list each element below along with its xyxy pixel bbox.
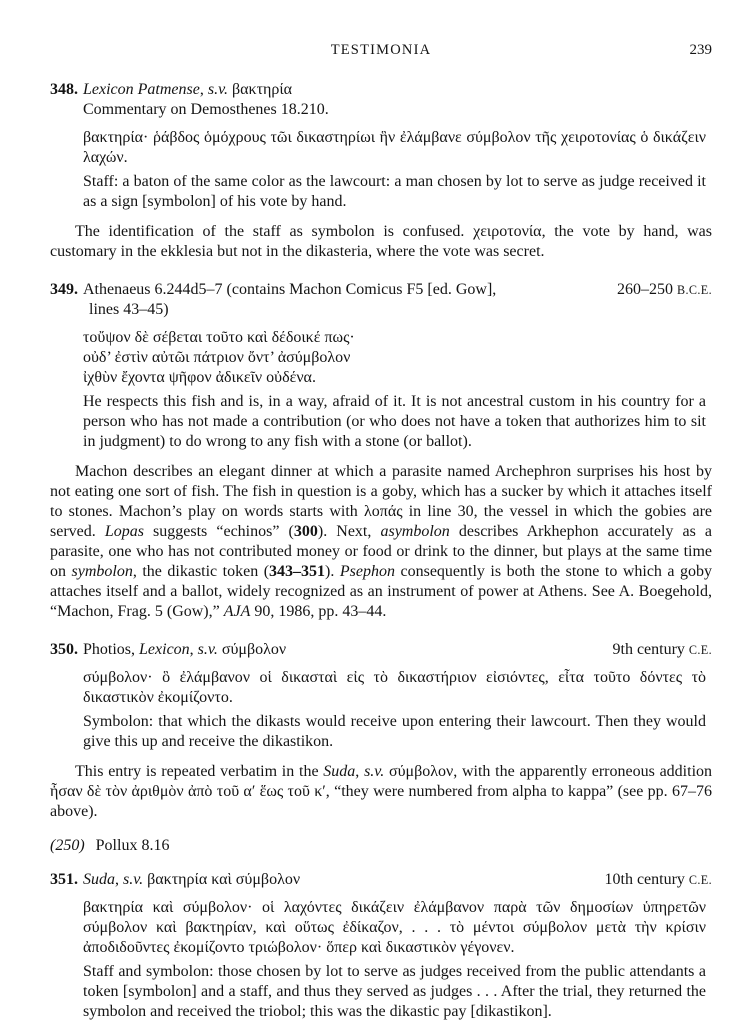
entry-source-title: Lexicon Patmense, s.v. βακτηρία bbox=[83, 81, 293, 98]
greek-verse bbox=[83, 328, 706, 388]
running-head-title: TESTIMONIA bbox=[330, 42, 432, 58]
cross-reference-source: Pollux 8.16 bbox=[95, 837, 170, 854]
translation-text: Staff and symbolon: those chosen by lot to serve as judges received from the public attendants a token [symbolon] and a staff, and thus they served as judges . . . After the trial, they returned the symbolon and received the triobol; this was the dikastic pay [dikastikon]. bbox=[83, 963, 706, 1020]
testimonium-entry-351 bbox=[50, 870, 712, 1022]
entry-date: 260–250 B.C.E. bbox=[617, 281, 712, 298]
greek-text: σύμβολον· ὃ ἐλάμβανον οἱ δικασταὶ εἰς τὸ δικαστήριον εἰσιόντες, εἶτα τοῦτο δόντες τὸ δικαστικὸν ἐκομίζοντο. bbox=[83, 669, 706, 706]
page-header bbox=[50, 40, 712, 60]
greek-verse-line: τοὔψον δὲ σέβεται τοῦτο καὶ δέδοικέ πως· bbox=[83, 329, 355, 346]
page-number: 239 bbox=[689, 42, 712, 58]
entry-number: 350. bbox=[50, 641, 78, 658]
greek-verse-line: ἰχθὺν ἔχοντα ψῆφον ἀδικεῖν οὐδένα. bbox=[83, 369, 316, 386]
greek-text: βακτηρία καὶ σύμβολον· οἱ λαχόντες δικάζειν ἐλάμβανον παρὰ τῶν δημοσίων ὑπηρετῶν σύμβολον καὶ βακτηρίαν, καὶ οὕτως ἐδίκαζον, . . . τὸ μέντοι σύμβολον μετὰ τὴν κρίσιν ἀποδιδοῦντες ἐκομίζοντο τριώβολον· ὅπερ καὶ δικαστικὸν γέγονεν. bbox=[83, 899, 706, 956]
cross-reference bbox=[50, 836, 712, 856]
entry-date: 10th century C.E. bbox=[604, 871, 712, 888]
entry-number: 348. bbox=[50, 81, 78, 98]
commentary-paragraph: The identification of the staff as symbolon is confused. χειροτονία, the vote by hand, was customary in the ekklesia but not in the dikasteria, where the vote was secret. bbox=[50, 223, 712, 260]
translation-text: He respects this fish and is, in a way, afraid of it. It is not ancestral custom in his country for a person who has not made a contribution (or who does not have a token that authorizes him to sit in judgment) to do wrong to any fish with a stone (or ballot). bbox=[83, 393, 706, 450]
entry-head bbox=[50, 870, 712, 890]
commentary-paragraph: Machon describes an elegant dinner at which a parasite named Archephron surprises his host by not eating one sort of fish. The fish in question is a goby, which has a sucker by which it attaches itself to stones. Machon’s play on words starts with λοπάς in line 30, the vessel in which the gobies are served. Lopas suggests “echinos” (300). Next, asymbolon describes Arkhephon accurately as a parasite, one who has not contributed money or food or drink to the dinner, but plays at the same time on symbolon, the dikastic token (343–351). Psephon consequently is both the stone to which a goby attaches itself and a ballot, widely recognized as an instrument of power at Athens. See A. Boegehold, “Machon, Frag. 5 (Gow),” AJA 90, 1986, pp. 43–44. bbox=[50, 463, 713, 620]
translation-text: Staff: a baton of the same color as the lawcourt: a man chosen by lot to serve as judge received it as a sign [symbolon] of his vote by hand. bbox=[83, 173, 706, 210]
translation-text: Symbolon: that which the dikasts would receive upon entering their lawcourt. Then they would give this up and receive the dikastikon. bbox=[83, 713, 706, 750]
greek-verse-line: οὐδ’ ἐστὶν αὐτῶι πάτριον ὄντ’ ἀσύμβολον bbox=[83, 349, 351, 366]
testimonium-entry-350 bbox=[50, 640, 712, 822]
entry-source-subtitle: Commentary on Demosthenes 18.210. bbox=[83, 101, 329, 118]
entry-source-title: Suda, s.v. βακτηρία καὶ σύμβολον bbox=[83, 871, 301, 888]
testimonium-entry-348 bbox=[50, 80, 712, 262]
commentary-paragraph: This entry is repeated verbatim in the Suda, s.v. σύμβολον, with the apparently erroneous addition ἦσαν δὲ τὸν ἀριθμὸν ἀπὸ τοῦ α′ ἕως τοῦ κ′, “they were numbered from alpha to kappa” (see pp. 67–76 above). bbox=[50, 763, 713, 820]
entry-head bbox=[50, 280, 712, 300]
entry-source-title: Photios, Lexicon, s.v. σύμβολον bbox=[83, 641, 287, 658]
entry-date: 9th century C.E. bbox=[612, 641, 712, 658]
entry-number: 349. bbox=[50, 281, 78, 298]
cross-reference-number: (250) bbox=[50, 837, 85, 854]
entry-number: 351. bbox=[50, 871, 78, 888]
entry-source-subtitle: lines 43–45) bbox=[89, 301, 169, 318]
entry-head bbox=[50, 80, 712, 100]
greek-text: βακτηρία· ῥάβδος ὁμόχρους τῶι δικαστηρίωι ἣν ἐλάμβανε σύμβολον τῆς χειροτονίας ὁ δικάζειν λαχών. bbox=[83, 129, 706, 166]
entry-source-title: Athenaeus 6.244d5–7 (contains Machon Comicus F5 [ed. Gow], bbox=[83, 281, 497, 298]
entry-head bbox=[50, 640, 712, 660]
testimonium-entry-349 bbox=[50, 280, 712, 622]
